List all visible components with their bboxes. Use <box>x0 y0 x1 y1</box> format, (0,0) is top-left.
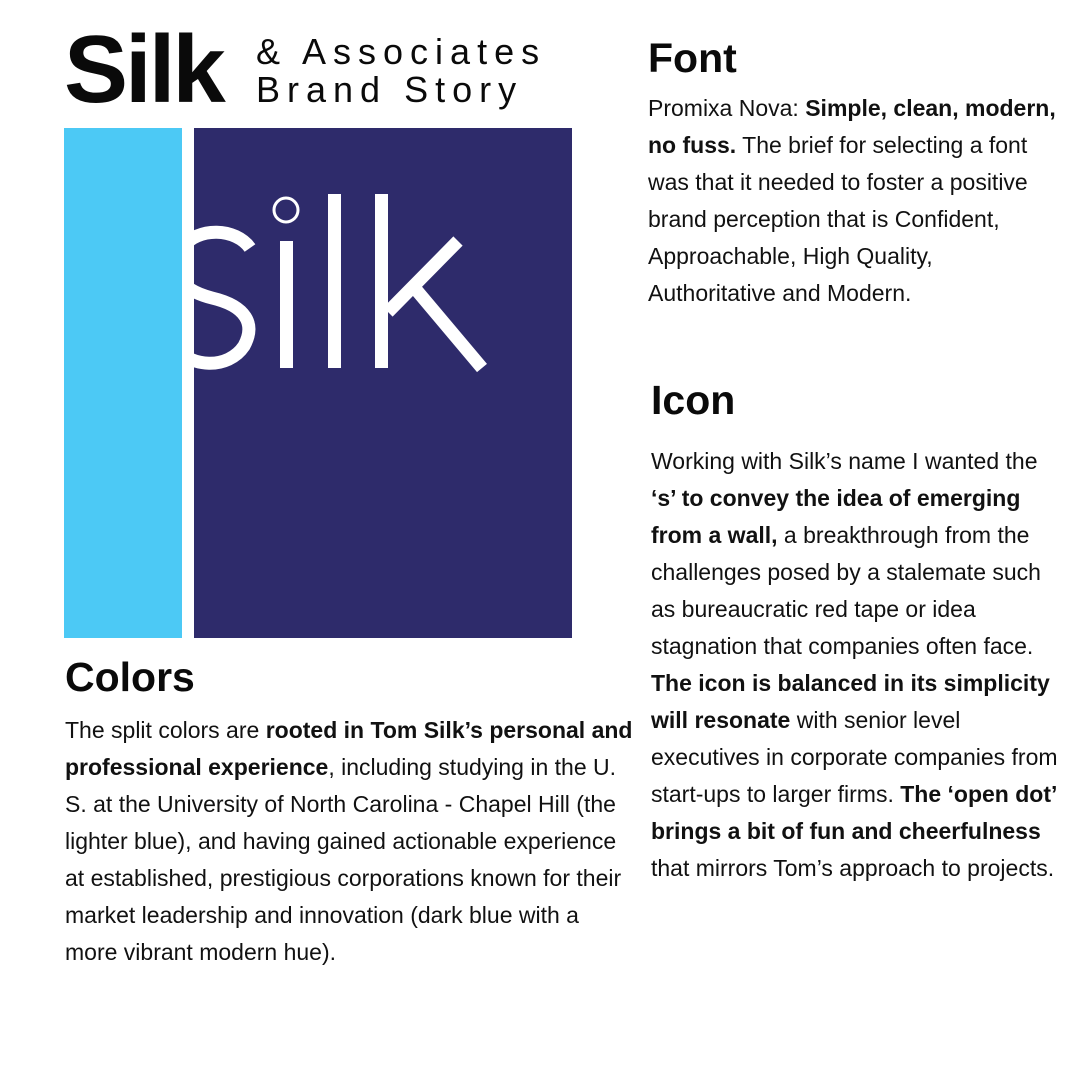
silk-logo <box>64 128 572 638</box>
font-paragraph <box>648 90 1058 312</box>
logo-i-stem <box>280 241 293 368</box>
brand-subtitle-line-2: Brand Story <box>256 69 524 110</box>
colors-text-1: The split colors are <box>65 717 266 743</box>
icon-bold-1: ‘s’ to convey the idea of emerging from a wall, <box>651 485 1021 548</box>
colors-paragraph <box>65 712 635 971</box>
font-text-1: Promixa Nova: <box>648 95 806 121</box>
logo-k-stem <box>375 194 388 368</box>
icon-bold-2: The icon is balanced in its simplicity will resonate <box>651 670 1050 733</box>
colors-bold-1: rooted in Tom Silk’s personal and professional experience <box>65 717 633 780</box>
brand-subtitle-line-1: & Associates <box>256 31 547 72</box>
brand-title: Silk <box>64 16 223 123</box>
icon-text-1: Working with Silk’s name I wanted the <box>651 448 1038 474</box>
icon-paragraph <box>651 443 1061 887</box>
logo-divider <box>182 128 194 638</box>
icon-text-2: a breakthrough from the challenges posed by a stalemate such as bureaucratic red tape or idea stagnation that companies often face. <box>651 522 1041 659</box>
icon-bold-3: The ‘open dot’ brings a bit of fun and cheerfulness <box>651 781 1057 844</box>
logo-light-blue-panel <box>64 128 182 638</box>
colors-text-2: , including studying in the U. S. at the University of North Carolina - Chapel Hill (the lighter blue), and having gained actionable experience at established, prestigious corporations known for their market leadership and innovation (dark blue with a more vibrant modern hue). <box>65 754 622 965</box>
font-bold-1: Simple, clean, modern, no fuss. <box>648 95 1056 158</box>
logo-l-stem <box>328 194 341 368</box>
icon-text-4: that mirrors Tom’s approach to projects. <box>651 855 1055 881</box>
icon-text-3: with senior level executives in corporate companies from start-ups to larger firms. <box>651 707 1058 807</box>
font-text-2: The brief for selecting a font was that it needed to foster a positive brand perception that is Confident, Approachable, High Quality, Authoritative and Modern. <box>648 132 1028 306</box>
colors-heading: Colors <box>65 654 195 700</box>
font-heading: Font <box>648 35 737 81</box>
icon-heading: Icon <box>651 377 736 423</box>
